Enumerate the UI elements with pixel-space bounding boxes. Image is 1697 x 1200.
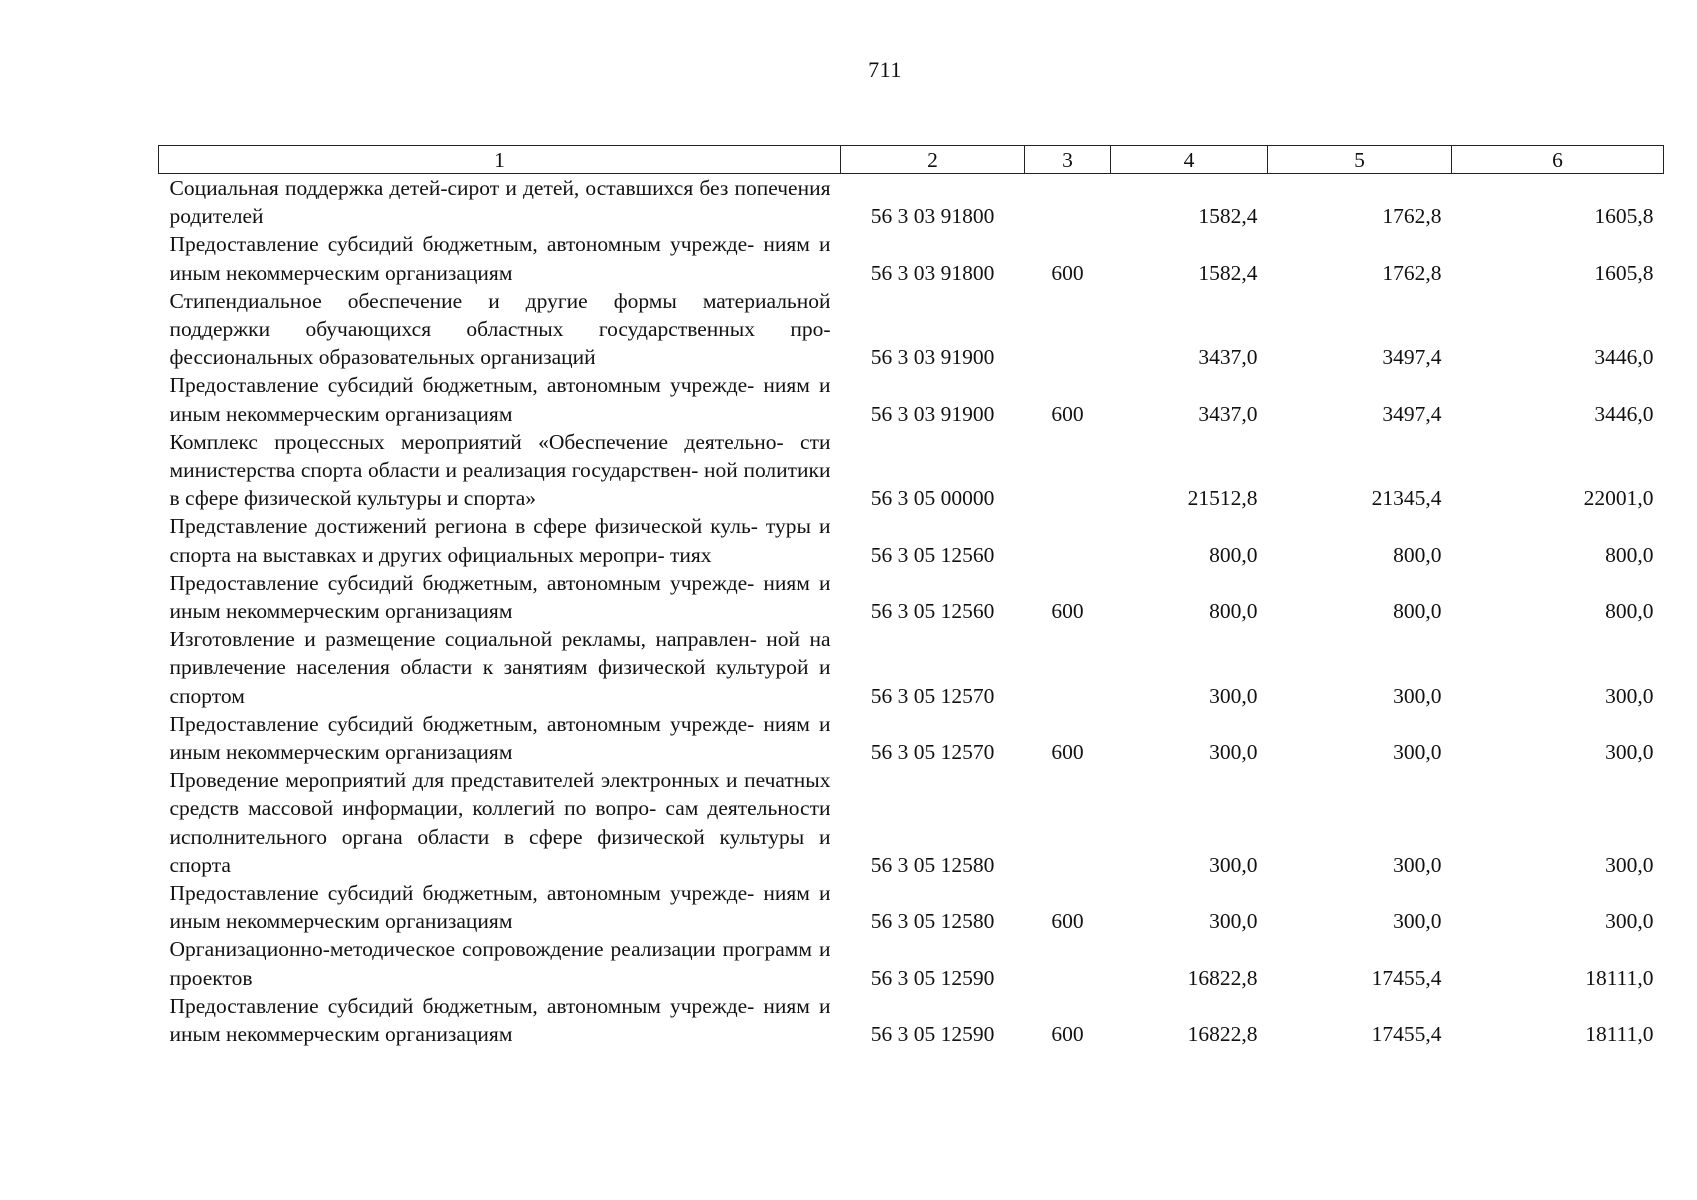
row-target-code: 56 3 05 12590: [870, 1022, 995, 1047]
row-target-code: 56 3 05 12560: [870, 599, 995, 624]
row-value-col-4: 16822,8: [1187, 965, 1258, 990]
row-target-code: 56 3 05 00000: [870, 486, 995, 511]
row-expense-type: 600: [1051, 1022, 1084, 1047]
header-col-5: 5: [1268, 146, 1452, 174]
row-target-code: 56 3 05 12590: [870, 965, 995, 990]
row-name: Предоставление субсидий бюджетным, автономным учрежде- ниям и иным некоммерческим организациям: [169, 373, 831, 426]
row-value-col-4: 800,0: [1209, 599, 1258, 624]
row-expense-type: [1025, 766, 1111, 879]
row-value-col-5: 300,0: [1393, 909, 1442, 934]
row-name: Изготовление и размещение социальной рекламы, направлен- ной на привлечение населения области к занятиям физической культурой и спортом: [169, 627, 831, 708]
budget-table: [158, 145, 1664, 1048]
row-value-col-4: 16822,8: [1187, 1022, 1258, 1047]
row-value-col-5: 1762,8: [1382, 204, 1442, 229]
table-body: [159, 174, 1664, 1049]
row-value-col-6: 3446,0: [1594, 401, 1654, 426]
row-target-code: 56 3 03 91900: [870, 401, 995, 426]
table-row: [159, 710, 1664, 766]
row-value-col-4: 300,0: [1209, 909, 1258, 934]
row-target-code: 56 3 05 12570: [870, 740, 995, 765]
row-name: Предоставление субсидий бюджетным, автономным учрежде- ниям и иным некоммерческим организациям: [169, 232, 831, 285]
row-value-col-4: 300,0: [1209, 683, 1258, 708]
row-name: Комплекс процессных мероприятий «Обеспечение деятельно- сти министерства спорта области и реализация государствен- ной политики в сфере физической культуры и спорта»: [169, 429, 831, 511]
row-value-col-6: 300,0: [1605, 852, 1654, 877]
row-expense-type: [1025, 174, 1111, 231]
row-name: Представление достижений региона в сфере физической куль- туры и спорта на выставках и других официальных меропри- тиях: [169, 514, 831, 567]
row-value-col-5: 800,0: [1393, 542, 1442, 567]
row-value-col-5: 3497,4: [1382, 345, 1442, 370]
row-target-code: 56 3 03 91900: [870, 345, 995, 370]
row-value-col-6: 1605,8: [1594, 260, 1654, 285]
row-expense-type: [1025, 625, 1111, 710]
table-row: [159, 512, 1664, 568]
row-expense-type: [1025, 428, 1111, 513]
row-name: Предоставление субсидий бюджетным, автономным учрежде- ниям и иным некоммерческим организациям: [169, 711, 831, 765]
header-row: [159, 146, 1664, 174]
row-value-col-4: 3437,0: [1198, 345, 1258, 370]
header-col-2: 2: [841, 146, 1025, 174]
header-col-1: 1: [159, 146, 841, 174]
row-name: Предоставление субсидий бюджетным, автономным учрежде- ниям и иным некоммерческим организациям: [169, 993, 831, 1047]
row-value-col-6: 300,0: [1605, 740, 1654, 765]
row-value-col-4: 800,0: [1209, 542, 1258, 567]
row-value-col-4: 300,0: [1209, 740, 1258, 765]
row-expense-type: 600: [1051, 599, 1084, 624]
row-expense-type: 600: [1051, 909, 1084, 934]
row-value-col-4: 1582,4: [1198, 260, 1258, 285]
row-value-col-4: 21512,8: [1187, 486, 1258, 511]
row-expense-type: [1025, 512, 1111, 568]
row-value-col-6: 18111,0: [1585, 1022, 1654, 1047]
row-value-col-6: 18111,0: [1585, 965, 1654, 990]
row-value-col-5: 300,0: [1393, 683, 1442, 708]
row-target-code: 56 3 03 91800: [870, 260, 995, 285]
table-row: [159, 371, 1664, 427]
row-name: Предоставление субсидий бюджетным, автономным учрежде- ниям и иным некоммерческим организациям: [169, 570, 831, 624]
row-value-col-4: 300,0: [1209, 852, 1258, 877]
row-target-code: 56 3 03 91800: [870, 204, 995, 229]
table-row: [159, 287, 1664, 372]
row-value-col-6: 800,0: [1605, 542, 1654, 567]
row-expense-type: 600: [1051, 260, 1084, 285]
page-number: 711: [868, 57, 902, 82]
row-value-col-5: 3497,4: [1382, 401, 1442, 426]
row-value-col-6: 3446,0: [1594, 345, 1654, 370]
row-expense-type: [1025, 935, 1111, 991]
table-row: [159, 174, 1664, 231]
row-value-col-6: 22001,0: [1583, 486, 1654, 511]
row-expense-type: 600: [1051, 740, 1084, 765]
table-header: [159, 146, 1664, 174]
row-name: Проведение мероприятий для представителей электронных и печатных средств массовой информации, коллегий по вопро- сам деятельности исполнительного органа области в сфере физической культуры и спорта: [169, 768, 831, 877]
row-value-col-5: 300,0: [1393, 740, 1442, 765]
row-value-col-5: 21345,4: [1371, 486, 1442, 511]
table-row: [159, 879, 1664, 935]
table-row: [159, 625, 1664, 710]
row-name: Социальная поддержка детей-сирот и детей, оставшихся без попечения родителей: [169, 176, 831, 229]
row-value-col-5: 800,0: [1393, 599, 1442, 624]
row-value-col-5: 300,0: [1393, 852, 1442, 877]
header-col-6: 6: [1452, 146, 1664, 174]
table-row: [159, 935, 1664, 991]
row-name: Стипендиальное обеспечение и другие формы материальной поддержки обучающихся областных государственных про- фессиональных образовательных организаций: [169, 288, 831, 370]
row-value-col-5: 17455,4: [1371, 965, 1442, 990]
header-col-3: 3: [1025, 146, 1111, 174]
table-row: [159, 230, 1664, 286]
header-col-4: 4: [1111, 146, 1268, 174]
row-value-col-5: 17455,4: [1371, 1022, 1442, 1047]
row-value-col-4: 1582,4: [1198, 204, 1258, 229]
table-row: [159, 992, 1664, 1048]
row-target-code: 56 3 05 12560: [870, 542, 995, 567]
row-name: Предоставление субсидий бюджетным, автономным учрежде- ниям и иным некоммерческим организациям: [169, 881, 831, 934]
row-expense-type: [1025, 287, 1111, 372]
table-row: [159, 428, 1664, 513]
table-row: [159, 766, 1664, 879]
row-target-code: 56 3 05 12580: [870, 909, 995, 934]
row-target-code: 56 3 05 12580: [870, 852, 995, 877]
row-value-col-4: 3437,0: [1198, 401, 1258, 426]
table-row: [159, 569, 1664, 625]
row-name: Организационно-методическое сопровождение реализации программ и проектов: [169, 937, 831, 990]
row-value-col-6: 300,0: [1605, 909, 1654, 934]
row-value-col-6: 1605,8: [1594, 204, 1654, 229]
row-target-code: 56 3 05 12570: [870, 683, 995, 708]
row-value-col-6: 800,0: [1605, 599, 1654, 624]
row-value-col-5: 1762,8: [1382, 260, 1442, 285]
row-value-col-6: 300,0: [1605, 683, 1654, 708]
row-expense-type: 600: [1051, 401, 1084, 426]
